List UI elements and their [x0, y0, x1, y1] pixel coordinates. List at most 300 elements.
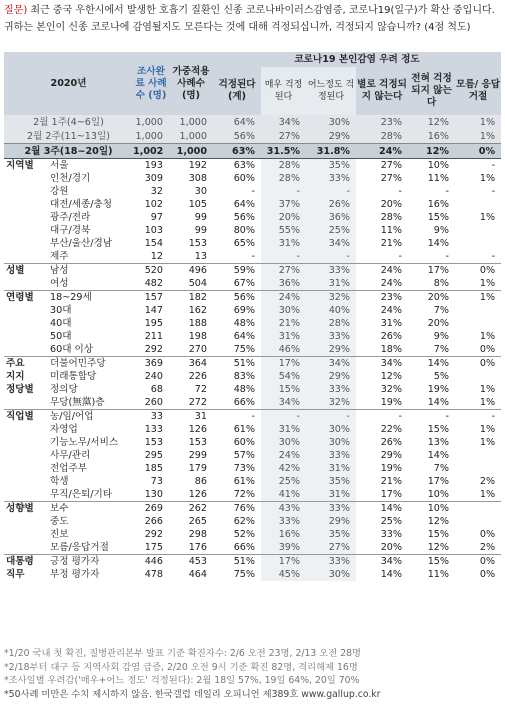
cell-unk: 2% [479, 542, 496, 553]
row-group: 지역별 [4, 159, 47, 173]
cell-notmuch: 21% [380, 476, 403, 487]
cell-some: 33% [306, 449, 356, 462]
cell-very: 34% [261, 396, 306, 410]
cell-some: 27% [306, 541, 356, 555]
cell-very: - [261, 250, 306, 264]
cell-w: 265 [188, 516, 208, 527]
cell-w: 13 [194, 251, 208, 262]
cell-notatall: 12% [408, 144, 455, 159]
cell-w: 504 [188, 278, 208, 289]
table-row [4, 264, 501, 278]
cell-notmuch: 17% [380, 489, 403, 500]
row-group [4, 172, 47, 185]
cell-worried: 57% [233, 450, 256, 461]
cell-w: 364 [169, 357, 213, 371]
footnote: *2/18부터 대구 등 지역사회 감염 급증, 2/20 오전 9시 기준 확진 82명, 격리해제 16명 [4, 661, 358, 673]
cell-notmuch: 32% [380, 384, 403, 395]
cell-notatall: - [445, 251, 450, 262]
row-group [4, 475, 47, 488]
cell-notmuch: 34% [356, 357, 408, 371]
header-year: 2020년 [4, 52, 133, 115]
cell-unk [455, 198, 501, 211]
cell-worried: 67% [233, 278, 256, 289]
cell-notmuch: 27% [356, 159, 408, 173]
cell-some: 33% [306, 383, 356, 396]
row-group [4, 449, 47, 462]
row-group [4, 462, 47, 475]
cell-w: 272 [188, 397, 208, 408]
cell-unk: 0% [455, 264, 501, 278]
row-group: 정당별 [6, 384, 34, 395]
wave-label: 2월 3주(18~20일) [4, 144, 133, 159]
cell-worried: - [251, 251, 256, 262]
row-label: 40대 [50, 318, 72, 329]
row-label: 30대 [50, 305, 72, 316]
cell-very: 20% [261, 211, 306, 224]
question-label: 질문) [4, 5, 28, 16]
cell-notatall: 14% [427, 397, 450, 408]
cell-notmuch: 14% [380, 569, 403, 580]
cell-very: 24% [261, 449, 306, 462]
cell-worried: 64% [233, 199, 256, 210]
cell-very: 17% [261, 357, 306, 371]
cell-notmuch: 24% [356, 264, 408, 278]
cell-unk [455, 449, 501, 462]
cell-some: 31% [306, 488, 356, 502]
cell-notmuch: 24% [380, 305, 403, 316]
row-label: 광주/전라 [50, 212, 91, 223]
cell-very: 43% [261, 502, 306, 516]
cell-worried: 51% [213, 555, 261, 569]
table-row [4, 462, 501, 475]
row-label: 서울 [47, 159, 133, 173]
cell-some: 35% [306, 528, 356, 541]
table-body [4, 115, 501, 581]
cell-notatall: 7% [433, 463, 450, 474]
cell-w: 30 [194, 186, 208, 197]
cell-n: 1,000 [133, 115, 169, 129]
cell-some: 29% [306, 370, 356, 383]
cell-n: 32 [150, 186, 164, 197]
cell-very: 31% [261, 237, 306, 250]
question-text [4, 3, 501, 36]
cell-worried: 56% [213, 129, 261, 144]
table-row [4, 383, 501, 396]
cell-notmuch: 19% [380, 397, 403, 408]
cell-n: 102 [144, 199, 164, 210]
table-row [4, 304, 501, 317]
row-label: 부산/울산/경남 [50, 238, 113, 249]
row-group [4, 343, 47, 357]
results-table [4, 52, 501, 581]
cell-unk: 1% [479, 397, 496, 408]
cell-very: 54% [261, 370, 306, 383]
cell-very: 33% [261, 515, 306, 528]
table-row [4, 185, 501, 198]
cell-some: 26% [306, 198, 356, 211]
cell-notatall: 9% [433, 225, 450, 236]
cell-notmuch: 12% [380, 371, 403, 382]
cell-some: 32% [306, 291, 356, 305]
row-group [4, 198, 47, 211]
cell-w: 308 [188, 173, 208, 184]
cell-notatall: 15% [427, 529, 450, 540]
cell-unk: 1% [479, 437, 496, 448]
cell-notatall: 17% [408, 264, 455, 278]
cell-notmuch: 28% [356, 129, 408, 144]
row-group: 연령별 [4, 291, 47, 305]
header-not-at-all: 전혀 걱정되지 않는다 [408, 67, 455, 115]
cell-some: 30% [306, 568, 356, 581]
cell-notmuch: 31% [380, 318, 403, 329]
cell-worried: 83% [233, 371, 256, 382]
cell-w: 226 [188, 371, 208, 382]
header-concern-title: 코로나19 본인감염 우려 정도 [213, 52, 501, 67]
cell-n: 269 [133, 502, 169, 516]
cell-worried: 66% [233, 397, 256, 408]
row-group [4, 317, 47, 330]
row-label: 제주 [50, 251, 69, 262]
header-somewhat-worried: 어느정도 걱정된다 [306, 67, 356, 115]
wave-row [4, 129, 501, 144]
cell-worried: 60% [233, 173, 256, 184]
wave-row [4, 115, 501, 129]
row-group [4, 396, 47, 410]
cell-worried: - [213, 410, 261, 424]
cell-unk: 0% [455, 555, 501, 569]
cell-unk: 0% [479, 344, 496, 355]
cell-unk: 1% [479, 173, 496, 184]
cell-w: 496 [169, 264, 213, 278]
cell-unk: 0% [455, 357, 501, 371]
cell-very: 21% [261, 317, 306, 330]
row-group: 직무 [6, 569, 25, 580]
cell-very: 37% [261, 198, 306, 211]
cell-n: 1,000 [133, 129, 169, 144]
cell-some: 29% [306, 129, 356, 144]
row-label: 대전/세종/충청 [50, 199, 113, 210]
cell-notatall: 14% [427, 238, 450, 249]
table-row [4, 291, 501, 305]
cell-unk: 0% [455, 144, 501, 159]
cell-unk: 1% [479, 331, 496, 342]
cell-worried: 72% [233, 489, 256, 500]
cell-very: 36% [261, 277, 306, 291]
footnotes [4, 647, 501, 701]
cell-unk [455, 237, 501, 250]
cell-worried: 65% [233, 238, 256, 249]
cell-w: 105 [188, 199, 208, 210]
cell-notmuch: 24% [356, 144, 408, 159]
cell-very: 45% [261, 568, 306, 581]
cell-n: 266 [144, 516, 164, 527]
cell-notatall: 19% [427, 384, 450, 395]
row-group [4, 237, 47, 250]
cell-some: 34% [306, 357, 356, 371]
table-row [4, 277, 501, 291]
cell-w: 188 [188, 318, 208, 329]
cell-notatall: 16% [427, 199, 450, 210]
table-row [4, 357, 501, 371]
cell-some: 25% [306, 224, 356, 237]
table-row [4, 198, 501, 211]
cell-some: 29% [306, 343, 356, 357]
cell-w: 153 [188, 238, 208, 249]
question-body: 최근 중국 우한시에서 발생한 호흡기 질환인 신종 코로나바이러스감염증, 코로나19(일구)가 확산 중입니다. 귀하는 본인이 신종 코로나에 감염될지도 모른다는 것에 대해 걱정되십니까, 걱정되지 않습니까? (4점 척도) [4, 5, 495, 33]
cell-w: 1,000 [169, 144, 213, 159]
cell-worried: 69% [233, 305, 256, 316]
cell-notmuch: 24% [380, 278, 403, 289]
row-label: 모름/응답거절 [50, 542, 109, 553]
cell-unk [455, 317, 501, 330]
cell-unk [455, 224, 501, 237]
wave-label: 2월 2주(11~13일) [4, 129, 133, 144]
cell-notmuch: 18% [380, 344, 403, 355]
cell-notatall: 11% [427, 173, 450, 184]
cell-very: 16% [261, 528, 306, 541]
cell-notatall: 16% [408, 129, 455, 144]
cell-n: 185 [144, 463, 164, 474]
cell-unk: 1% [455, 291, 501, 305]
cell-worried: 51% [213, 357, 261, 371]
cell-n: 133 [144, 424, 164, 435]
row-label: 보수 [47, 502, 133, 516]
header-cases: 조사완료 사례수 (명) [133, 52, 169, 115]
cell-n: 73 [150, 476, 164, 487]
row-label: 인천/경기 [50, 173, 91, 184]
cell-w: 192 [169, 159, 213, 173]
cell-notmuch: 11% [380, 225, 403, 236]
cell-very: 28% [261, 172, 306, 185]
cell-n: 369 [133, 357, 169, 371]
cell-unk [455, 370, 501, 383]
cell-n: 240 [144, 371, 164, 382]
cell-worried: 75% [233, 569, 256, 580]
cell-notmuch: 23% [356, 115, 408, 129]
cell-n: 193 [133, 159, 169, 173]
cell-w: 198 [188, 331, 208, 342]
cell-notmuch: - [356, 410, 408, 424]
cell-w: 299 [188, 450, 208, 461]
cell-worried: 62% [233, 516, 256, 527]
cell-n: 154 [144, 238, 164, 249]
cell-notatall: 20% [427, 318, 450, 329]
cell-n: 153 [144, 437, 164, 448]
cell-notatall: 11% [427, 569, 450, 580]
cell-worried: 48% [233, 384, 256, 395]
cell-unk: 1% [455, 129, 501, 144]
cell-notmuch: 34% [356, 555, 408, 569]
cell-worried: 75% [233, 344, 256, 355]
cell-notmuch: 26% [380, 437, 403, 448]
row-group [4, 304, 47, 317]
row-label: 자영업 [50, 424, 78, 435]
cell-very: 39% [261, 541, 306, 555]
cell-unk: - [491, 186, 496, 197]
cell-very: 41% [261, 488, 306, 502]
table-row [4, 317, 501, 330]
cell-notmuch: 19% [380, 463, 403, 474]
row-label: 긍정 평가자 [47, 555, 133, 569]
cell-notatall: 10% [408, 502, 455, 516]
table-row [4, 211, 501, 224]
row-label: 남성 [47, 264, 133, 278]
row-label: 무직/은퇴/기타 [50, 489, 113, 500]
cell-notmuch: 14% [356, 502, 408, 516]
cell-unk [455, 462, 501, 475]
cell-worried: 52% [233, 529, 256, 540]
cell-unk [455, 515, 501, 528]
cell-worried: 48% [233, 318, 256, 329]
cell-notmuch: 26% [380, 331, 403, 342]
cell-some: 33% [306, 555, 356, 569]
cell-some: 35% [306, 475, 356, 488]
table-row [4, 475, 501, 488]
row-group [4, 515, 47, 528]
row-label: 정의당 [50, 384, 78, 395]
cell-some: 40% [306, 304, 356, 317]
row-group: 주요 [4, 357, 47, 371]
cell-w: 179 [188, 463, 208, 474]
wave-row [4, 144, 501, 159]
cell-notmuch: 22% [380, 424, 403, 435]
cell-very: 15% [261, 383, 306, 396]
row-group [4, 211, 47, 224]
cell-notatall: 12% [427, 542, 450, 553]
cell-unk: 0% [479, 569, 496, 580]
cell-worried: 60% [233, 437, 256, 448]
cell-some: 31% [306, 277, 356, 291]
table-row [4, 159, 501, 173]
cell-n: 520 [133, 264, 169, 278]
cell-unk [455, 304, 501, 317]
row-group [4, 330, 47, 343]
row-label: 학생 [50, 476, 69, 487]
footnote: *1/20 국내 첫 확진, 질병관리본부 발표 기준 확진자수: 2/6 오전 23명, 2/13 오전 28명 [4, 648, 362, 659]
cell-some: 33% [306, 502, 356, 516]
cell-n: 175 [144, 542, 164, 553]
cell-some: 35% [306, 159, 356, 173]
cell-worried: 59% [213, 264, 261, 278]
cell-worried: - [251, 186, 256, 197]
wave-label: 2월 1주(4~6일) [4, 115, 133, 129]
cell-notatall: 13% [427, 437, 450, 448]
row-group [4, 528, 47, 541]
cell-very: 30% [261, 436, 306, 449]
cell-some: 32% [306, 396, 356, 410]
cell-n: 12 [150, 251, 164, 262]
cell-n: 292 [144, 529, 164, 540]
cell-w: 31 [169, 410, 213, 424]
cell-notatall: 10% [427, 489, 450, 500]
cell-very: 27% [261, 129, 306, 144]
table-row [4, 410, 501, 424]
table-row [4, 172, 501, 185]
footnote: *50사례 미만은 수치 제시하지 않음. 한국갤럽 데일리 오피니언 제389호 www.gallup.co.kr [4, 688, 381, 700]
cell-some: 30% [306, 115, 356, 129]
table-row [4, 568, 501, 581]
row-group [4, 541, 47, 555]
cell-n: 195 [144, 318, 164, 329]
row-group [4, 250, 47, 264]
table-row [4, 330, 501, 343]
table-row [4, 555, 501, 569]
cell-w: 162 [188, 305, 208, 316]
header-very-worried: 매우 걱정된다 [261, 67, 306, 115]
table-row [4, 250, 501, 264]
row-label: 부정 평가자 [50, 569, 100, 580]
cell-n: 97 [150, 212, 164, 223]
cell-n: 295 [144, 450, 164, 461]
header-not-much: 별로 걱정되지 않는다 [356, 67, 408, 115]
cell-notatall: 12% [427, 516, 450, 527]
cell-n: 157 [133, 291, 169, 305]
row-group: 성향별 [4, 502, 47, 516]
cell-notatall: 7% [433, 305, 450, 316]
table-row [4, 502, 501, 516]
cell-worried: 73% [233, 463, 256, 474]
table-row [4, 436, 501, 449]
cell-very: 55% [261, 224, 306, 237]
table-row [4, 343, 501, 357]
cell-unk: 1% [479, 424, 496, 435]
cell-notmuch: 20% [380, 542, 403, 553]
row-label: 강원 [50, 186, 69, 197]
row-group: 직업별 [4, 410, 47, 424]
cell-w: 1,000 [169, 129, 213, 144]
cell-w: 453 [169, 555, 213, 569]
cell-notatall: 10% [408, 159, 455, 173]
cell-worried: 61% [233, 476, 256, 487]
cell-unk: - [455, 159, 501, 173]
cell-notatall: - [445, 186, 450, 197]
row-label: 여성 [50, 278, 69, 289]
footnote: *조사일별 우려감('매우+어느 정도' 걱정된다): 2월 18일 57%, 19일 64%, 20일 70% [4, 675, 360, 687]
cell-w: 99 [194, 212, 208, 223]
cell-very: 25% [261, 475, 306, 488]
row-group [4, 488, 47, 502]
table-row [4, 396, 501, 410]
cell-very: 24% [261, 291, 306, 305]
table-row [4, 370, 501, 383]
table-row [4, 449, 501, 462]
cell-n: 292 [144, 344, 164, 355]
cell-w: 126 [188, 489, 208, 500]
cell-n: 33 [133, 410, 169, 424]
cell-some: 30% [306, 436, 356, 449]
row-group [4, 224, 47, 237]
cell-w: 464 [188, 569, 208, 580]
cell-very: 46% [261, 343, 306, 357]
row-group [4, 277, 47, 291]
cell-w: 99 [194, 225, 208, 236]
cell-w: 126 [188, 424, 208, 435]
row-group: 성별 [4, 264, 47, 278]
cell-very: - [261, 410, 306, 424]
row-group [4, 423, 47, 436]
cell-notatall: 15% [427, 212, 450, 223]
cell-unk: - [455, 410, 501, 424]
cell-n: 446 [133, 555, 169, 569]
cell-n: 103 [144, 225, 164, 236]
cell-notmuch: 27% [380, 173, 403, 184]
cell-some: - [306, 250, 356, 264]
cell-worried: 63% [213, 159, 261, 173]
cell-worried: 76% [213, 502, 261, 516]
cell-w: 182 [169, 291, 213, 305]
cell-notatall: 15% [427, 424, 450, 435]
cell-some: 29% [306, 515, 356, 528]
